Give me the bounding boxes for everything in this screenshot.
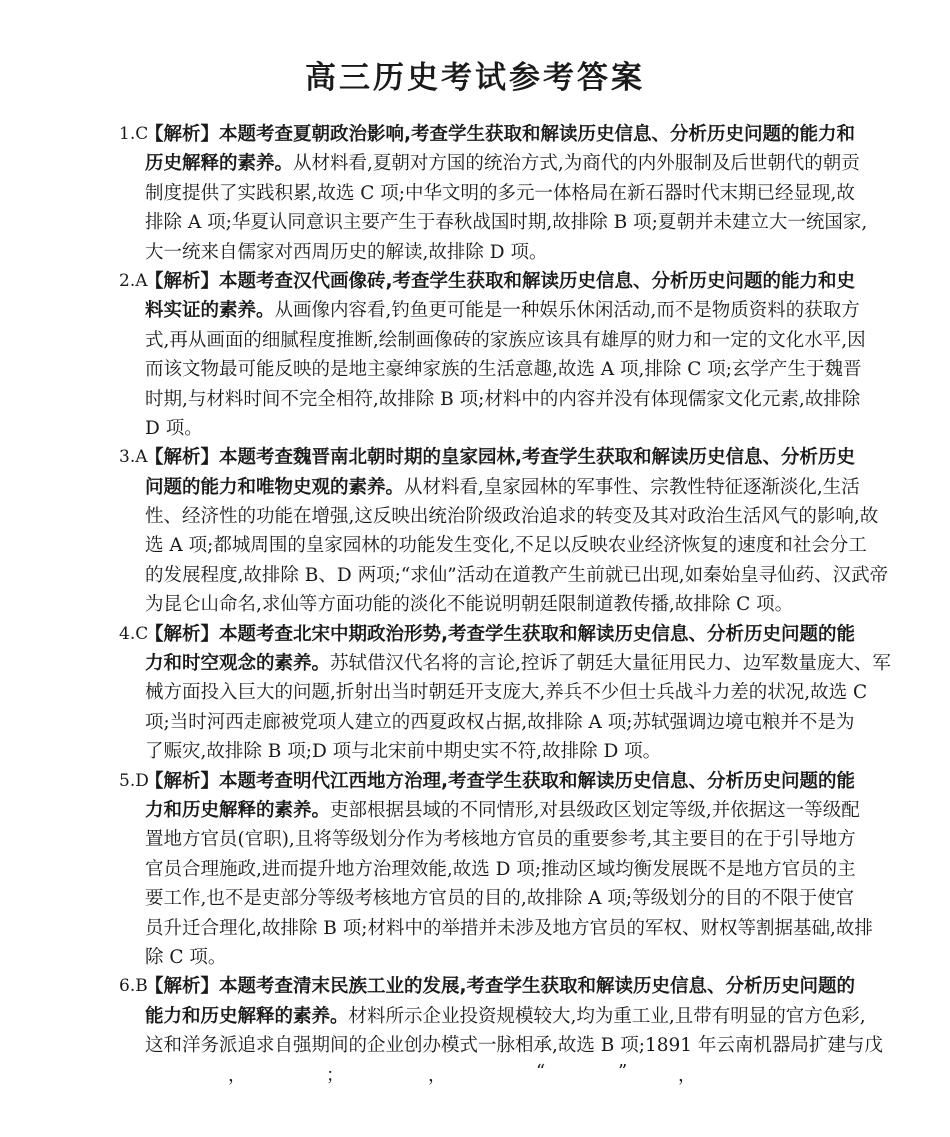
text-line (145, 914, 873, 943)
punctuation-mark: ； (326, 1065, 344, 1086)
text-line (145, 825, 856, 854)
body-text: 械方面投入巨大的问题,折射出当时朝廷开支庞大,养兵不少但士兵战斗力差的状况,故选 C (145, 682, 868, 704)
text-line (145, 1031, 883, 1060)
body-text: 从材料看,皇家园林的军事性、宗教性特征逐渐淡化,生活 (404, 476, 860, 498)
bold-text: 力和时空观念的素养。 (145, 653, 331, 675)
answer-item (0, 620, 950, 767)
text-line (145, 473, 860, 502)
text-line (145, 149, 860, 178)
bold-text: 【解析】本题考查北宋中期政治形势,考查学生获取和解读历史信息、分析历史问题的能 (145, 623, 856, 645)
text-line (145, 943, 828, 972)
body-text: D 项。 (145, 417, 203, 439)
text-line (145, 355, 862, 384)
body-text: 为昆仑山命名,求仙等方面功能的淡化不能说明朝廷限制道教传播,故排除 C 项。 (145, 594, 794, 616)
text-line (145, 414, 828, 443)
punctuation-mark: ， (678, 1065, 696, 1086)
bold-text: 【解析】本题考查夏朝政治影响,考查学生获取和解读历史信息、分析历史问题的能力和 (145, 124, 856, 145)
body-text: 大一统来自儒家对西周历史的解读,故排除 D 项。 (145, 241, 548, 263)
text-line (145, 179, 855, 208)
body-text: 时期,与材料时间不完全相符,故排除 B 项;材料中的内容并没有体现儒家文化元素,故排除 (145, 388, 861, 410)
body-text: 从画像内容看,钓鱼更可能是一种娱乐休闲活动,而不是物质资料的获取方 (274, 300, 860, 322)
answer-label: 3.A (119, 447, 148, 468)
text-line (145, 238, 828, 267)
body-text: 除 C 项。 (145, 946, 227, 968)
punctuation-mark: ” (618, 1061, 628, 1082)
body-text: 官员合理施政,进而提升地方治理效能,故选 D 项;推动区域均衡发展既不是地方官员的主 (145, 858, 856, 880)
text-line (145, 590, 828, 619)
answer-list (0, 120, 950, 1061)
body-text: 项;当时河西走廊被党项人建立的西夏政权占据,故排除 A 项;苏轼强调边境屯粮并不是为 (145, 711, 855, 733)
punctuation-mark: ， (228, 1065, 246, 1086)
body-text: 要工作,也不是吏部分等级考核地方官员的目的,故排除 A 项;等级划分的目的不限于使官 (145, 888, 855, 910)
answer-label: 4.C (119, 623, 149, 644)
text-line (145, 678, 868, 707)
bold-text: 【解析】本题考查明代江西地方治理,考查学生获取和解读历史信息、分析历史问题的能 (145, 770, 856, 792)
answer-item (0, 443, 950, 619)
body-text: 了赈灾,故排除 B 项;D 项与北宋前中期史实不符,故排除 D 项。 (145, 741, 662, 763)
body-text: 式,再从画面的细腻程度推断,绘制画像砖的家族应该具有雄厚的财力和一定的文化水平,因 (145, 329, 866, 351)
body-text: 员升迁合理化,故排除 B 项;材料中的举措并未涉及地方官员的军权、财权等割据基础,故排 (145, 917, 873, 939)
punctuation-mark: “ (536, 1061, 546, 1082)
bold-text: 历史解释的素养。 (145, 153, 294, 175)
body-text: 选 A 项;都城周围的皇家园林的功能发生变化,不足以反映农业经济恢复的速度和社会分工 (145, 535, 867, 557)
bold-text: 【解析】本题考查魏晋南北朝时期的皇家园林,考查学生获取和解读历史信息、分析历史 (145, 447, 856, 469)
body-text: 吏部根据县域的不同情形,对县级政区划定等级,并依据这一等级配 (330, 799, 860, 821)
body-text: 而该文物最可能反映的是地主豪绅家族的生活意趣,故选 A 项,排除 C 项;玄学产生于魏晋 (145, 359, 862, 381)
cut-off-line (0, 1061, 950, 1091)
body-text: 苏轼借汉代名将的言论,控诉了朝廷大量征用民力、边军数量庞大、军 (330, 653, 891, 675)
body-text: 排除 A 项;华夏认同意识主要产生于春秋战国时期,故排除 B 项;夏朝并未建立大一统国家, (145, 212, 868, 234)
text-line (119, 267, 856, 296)
answer-label: 6.B (119, 976, 148, 997)
punctuation-mark: ， (428, 1065, 446, 1086)
text-line (145, 502, 879, 531)
bold-text: 【解析】本题考查清末民族工业的发展,考查学生获取和解读历史信息、分析历史问题的 (145, 976, 856, 998)
text-line (145, 326, 866, 355)
text-line (145, 737, 828, 766)
text-line (119, 120, 856, 149)
body-text: 从材料看,夏朝对方国的统治方式,为商代的内外服制及后世朝代的朝贡 (293, 153, 860, 175)
answer-label: 2.A (119, 270, 148, 291)
text-line (119, 443, 856, 472)
text-line (119, 620, 856, 649)
text-line (145, 1002, 866, 1031)
bold-text: 能力和历史解释的素养。 (145, 1005, 349, 1027)
text-line (145, 884, 855, 913)
bold-text: 问题的能力和唯物史观的素养。 (145, 476, 405, 498)
text-line (145, 531, 867, 560)
text-line (145, 296, 860, 325)
answer-item (0, 972, 950, 1060)
bold-text: 【解析】本题考查汉代画像砖,考查学生获取和解读历史信息、分析历史问题的能力和史 (145, 270, 856, 292)
bold-text: 料实证的素养。 (145, 300, 275, 322)
body-text: 的发展程度,故排除 B、D 两项;“求仙”活动在道教产生前就已出现,如秦始皇寻仙药、汉武帝 (145, 564, 889, 586)
text-line (145, 208, 868, 237)
body-text: 这和洋务派追求自强期间的企业创办模式一脉相承,故选 B 项;1891 年云南机器局扩建与戊 (145, 1035, 883, 1057)
answer-label: 1.C (119, 124, 149, 144)
bold-text: 力和历史解释的素养。 (145, 799, 331, 821)
text-line (145, 649, 891, 678)
text-line (119, 767, 856, 796)
answer-item (0, 767, 950, 973)
body-text: 置地方官员(官职),且将等级划分作为考核地方官员的重要参考,其主要目的在于引导地方 (145, 829, 856, 851)
text-line (145, 385, 861, 414)
text-line (119, 972, 856, 1001)
page-title: 高三历史考试参考答案 (305, 60, 645, 96)
answer-label: 5.D (119, 770, 149, 791)
text-line (145, 561, 889, 590)
answer-item (0, 267, 950, 443)
body-text: 性、经济性的功能在增强,这反映出统治阶级政治追求的转变及其对政治生活风气的影响,故 (145, 506, 879, 528)
body-text: 制度提供了实践积累,故选 C 项;中华文明的多元一体格局在新石器时代末期已经显现,故 (145, 182, 855, 204)
body-text: 材料所示企业投资规模较大,均为重工业,且带有明显的官方色彩, (348, 1005, 866, 1027)
text-line (145, 708, 855, 737)
answer-item (0, 120, 950, 267)
text-line (145, 855, 856, 884)
text-line (145, 796, 860, 825)
